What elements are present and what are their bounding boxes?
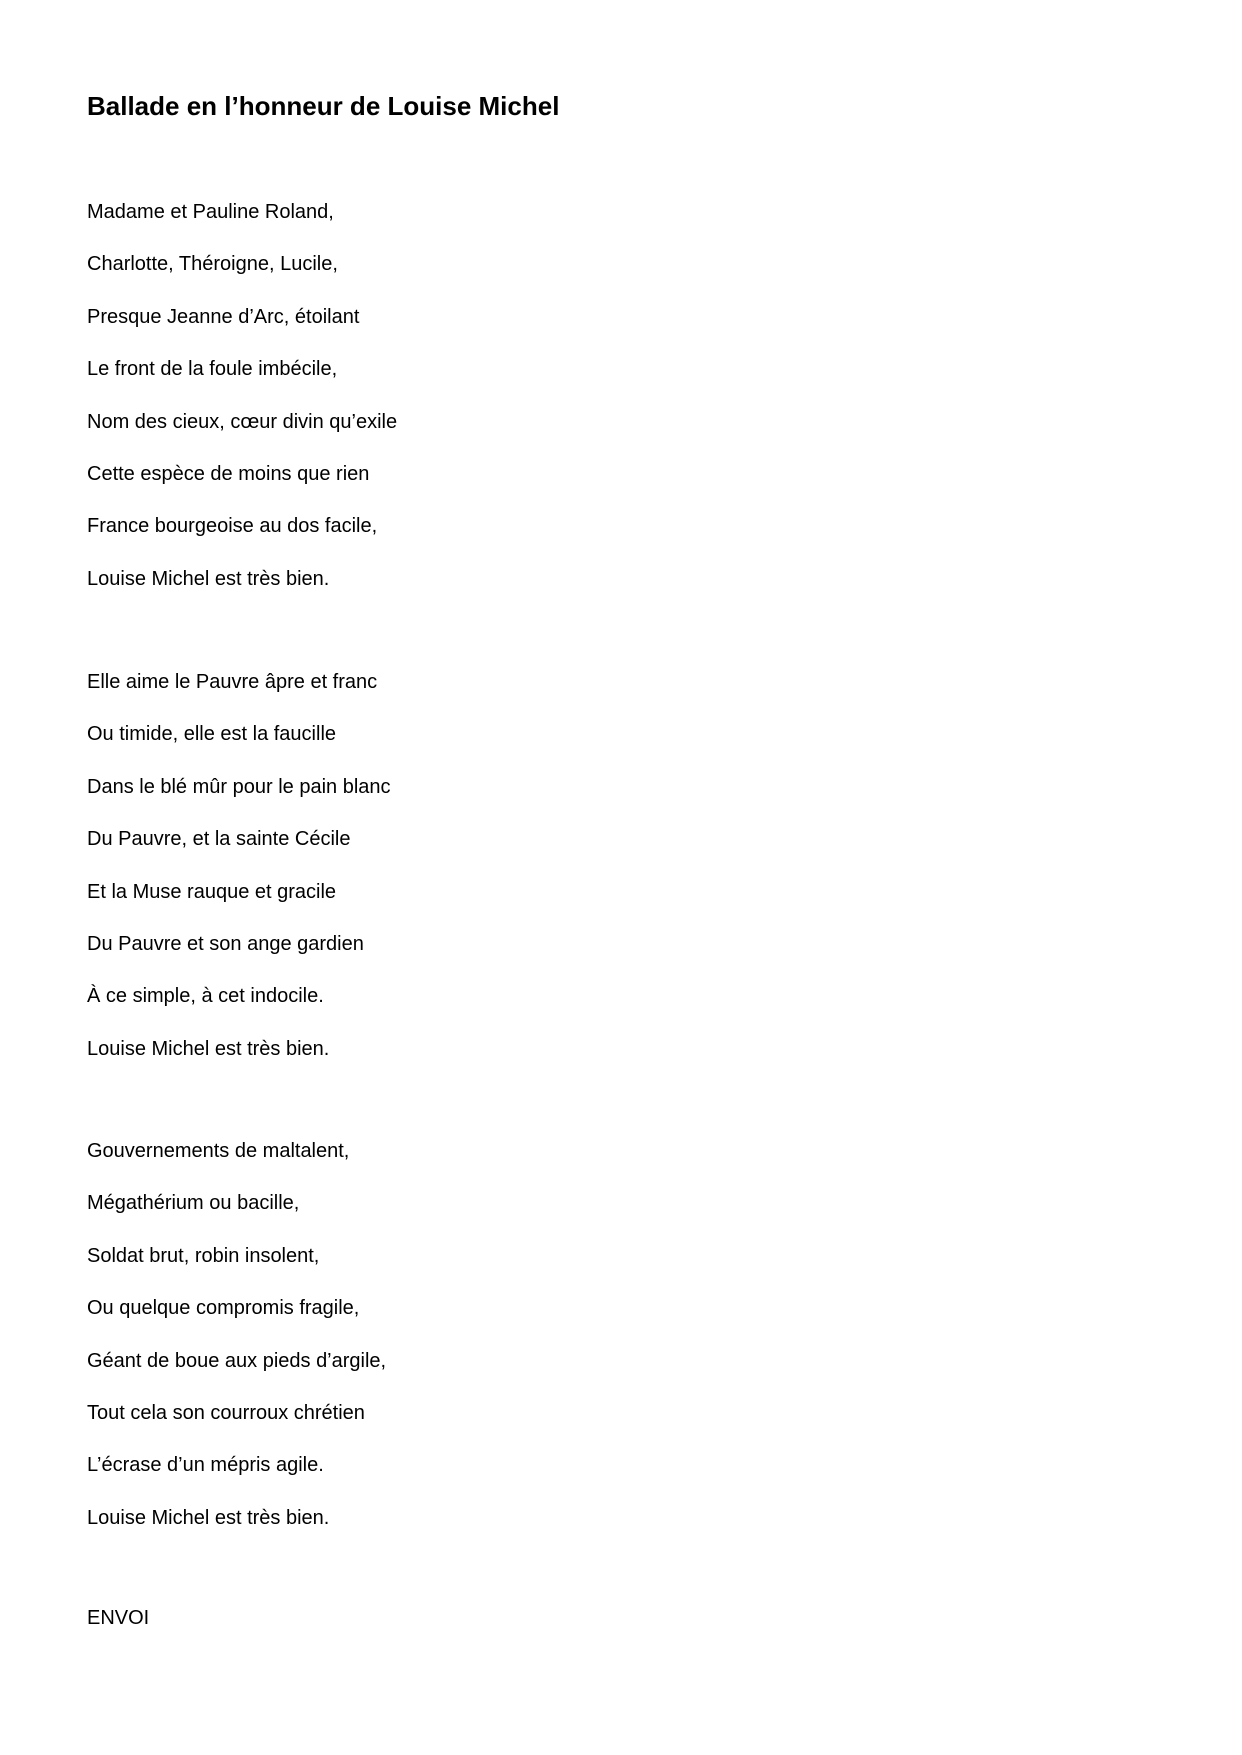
- stanza-2: [87, 656, 391, 1075]
- verse-line: Presque Jeanne d’Arc, étoilant: [87, 305, 360, 328]
- verse-line: Du Pauvre et son ange gardien: [87, 932, 364, 955]
- stanza-1: [87, 186, 397, 605]
- verse-line: Dans le blé mûr pour le pain blanc: [87, 775, 391, 798]
- verse-line: Du Pauvre, et la sainte Cécile: [87, 828, 351, 851]
- verse-line: France bourgeoise au dos facile,: [87, 515, 378, 538]
- refrain-line: Louise Michel est très bien.: [87, 1037, 330, 1060]
- verse-line: Gouvernements de maltalent,: [87, 1140, 350, 1162]
- verse-line: Et la Muse rauque et gracile: [87, 880, 337, 903]
- verse-line: Cette espèce de moins que rien: [87, 462, 370, 485]
- verse-line: L’écrase d’un mépris agile.: [87, 1454, 324, 1477]
- verse-line: Madame et Pauline Roland,: [87, 201, 334, 223]
- verse-line: Mégathérium ou bacille,: [87, 1192, 300, 1215]
- verse-line: Ou quelque compromis fragile,: [87, 1297, 360, 1320]
- verse-line: Nom des cieux, cœur divin qu’exile: [87, 410, 398, 433]
- refrain-line: Louise Michel est très bien.: [87, 567, 330, 590]
- envoi-heading: ENVOI: [87, 1607, 150, 1629]
- verse-line: Charlotte, Théroigne, Lucile,: [87, 253, 338, 276]
- verse-line: Soldat brut, robin insolent,: [87, 1244, 320, 1267]
- verse-line: Géant de boue aux pieds d’argile,: [87, 1349, 387, 1372]
- verse-line: À ce simple, à cet indocile.: [87, 985, 324, 1008]
- verse-line: Le front de la foule imbécile,: [87, 358, 338, 381]
- verse-line: Elle aime le Pauvre âpre et franc: [87, 671, 378, 693]
- verse-line: Tout cela son courroux chrétien: [87, 1401, 365, 1424]
- poem-title: Ballade en l’honneur de Louise Michel: [87, 91, 560, 121]
- stanza-3: [87, 1125, 386, 1544]
- refrain-line: Louise Michel est très bien.: [87, 1506, 330, 1529]
- verse-line: Ou timide, elle est la faucille: [87, 723, 337, 746]
